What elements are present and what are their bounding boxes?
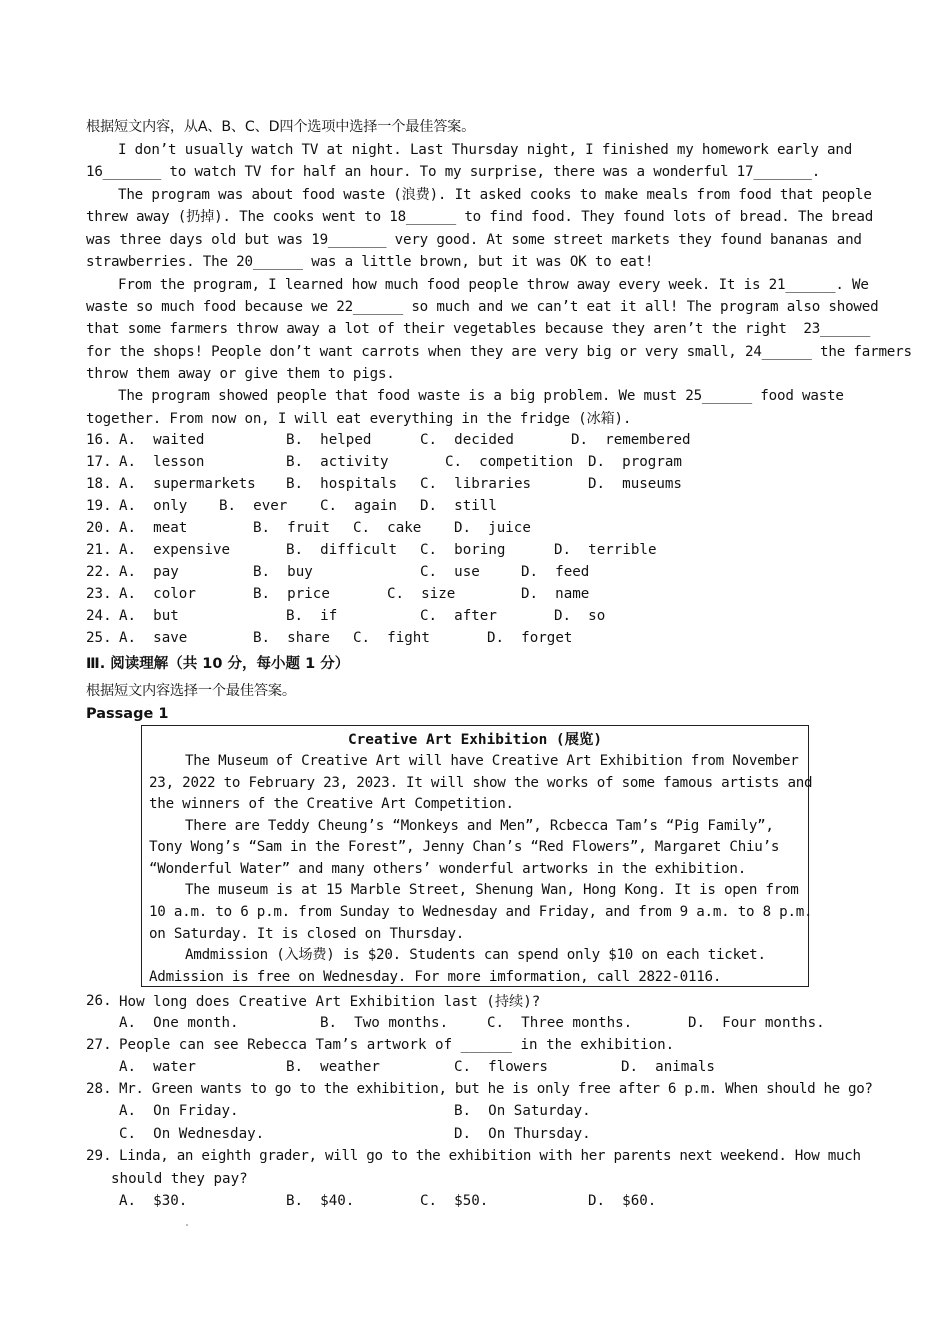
passage-label: Passage 1 (86, 706, 169, 722)
option-c[interactable]: C. again (320, 498, 397, 514)
option-b[interactable]: B. ever (219, 498, 288, 514)
question-number: 18. (86, 476, 112, 492)
cloze-line: together. From now on, I will eat everything in the fridge (冰箱). (86, 411, 632, 427)
option-c[interactable]: C. size (387, 586, 456, 602)
cloze-line: I don’t usually watch TV at night. Last Thursday night, I finished my homework early and (118, 142, 853, 158)
option-a[interactable]: A. $30. (119, 1193, 188, 1209)
option-b[interactable]: B. Two months. (320, 1015, 449, 1031)
notice-line: Admission is free on Wednesday. For more imformation, call 2822-0116. (149, 969, 722, 985)
notice-title: Creative Art Exhibition (展览) (347, 732, 603, 748)
notice-line: “Wonderful Water” and many others’ wonderful artworks in the exhibition. (149, 861, 746, 877)
option-b[interactable]: B. On Saturday. (454, 1103, 591, 1119)
option-c[interactable]: C. On Wednesday. (119, 1126, 265, 1142)
question-number: 25. (86, 630, 112, 646)
notice-line: the winners of the Creative Art Competition. (149, 796, 514, 812)
option-a[interactable]: A. water (119, 1059, 196, 1075)
option-d[interactable]: D. museums (588, 476, 682, 492)
question-number: 26. (86, 993, 112, 1009)
question-number: 20. (86, 520, 112, 536)
option-d[interactable]: D. name (521, 586, 590, 602)
question-text-continued: should they pay? (111, 1171, 248, 1187)
question-number: 22. (86, 564, 112, 580)
option-a[interactable]: A. only (119, 498, 188, 514)
option-d[interactable]: D. still (420, 498, 497, 514)
notice-line: 23, 2022 to February 23, 2023. It will show the works of some famous artists and (149, 775, 813, 791)
option-c[interactable]: C. decided (420, 432, 514, 448)
option-c[interactable]: C. $50. (420, 1193, 489, 1209)
option-d[interactable]: D. feed (521, 564, 590, 580)
option-b[interactable]: B. weather (286, 1059, 380, 1075)
question-number: 21. (86, 542, 112, 558)
question-number: 23. (86, 586, 112, 602)
cloze-line: The program showed people that food waste is a big problem. We must 25______ food waste (118, 388, 844, 404)
option-b[interactable]: B. $40. (286, 1193, 355, 1209)
section-heading: Ⅲ. 阅读理解（共 10 分，每小题 1 分） (86, 656, 350, 672)
cloze-line: that some farmers throw away a lot of their vegetables because they aren’t the right 23______ (86, 321, 871, 337)
option-a[interactable]: A. lesson (119, 454, 205, 470)
notice-line: There are Teddy Cheung’s “Monkeys and Men”, Rcbecca Tam’s “Pig Family”, (185, 818, 774, 834)
question-number: 16. (86, 432, 112, 448)
cloze-line: throw them away or give them to pigs. (86, 366, 395, 382)
stray-mark (186, 1224, 188, 1226)
option-a[interactable]: A. meat (119, 520, 188, 536)
option-d[interactable]: D. remembered (571, 432, 691, 448)
question-number: 28. (86, 1081, 112, 1097)
cloze-line: 16_______ to watch TV for half an hour. To my surprise, there was a wonderful 17_______. (86, 164, 821, 180)
option-a[interactable]: A. waited (119, 432, 205, 448)
option-d[interactable]: D. terrible (554, 542, 657, 558)
option-c[interactable]: C. competition (445, 454, 574, 470)
notice-line: Amdmission (入场费) is $20. Students can spend only $10 on each ticket. (185, 947, 766, 963)
option-a[interactable]: A. save (119, 630, 188, 646)
notice-line: The Museum of Creative Art will have Creative Art Exhibition from November (185, 753, 799, 769)
question-number: 27. (86, 1037, 112, 1053)
cloze-line: The program was about food waste (浪费). It asked cooks to make meals from food that people (118, 187, 872, 203)
option-c[interactable]: C. fight (353, 630, 430, 646)
option-a[interactable]: A. expensive (119, 542, 231, 558)
question-number: 19. (86, 498, 112, 514)
option-a[interactable]: A. but (119, 608, 179, 624)
cloze-line: threw away (扔掉). The cooks went to 18______ to find food. They found lots of bread. The bread (86, 209, 874, 225)
question-text: People can see Rebecca Tam’s artwork of ______ in the exhibition. (119, 1037, 675, 1053)
question-number: 17. (86, 454, 112, 470)
question-number: 29. (86, 1148, 112, 1164)
cloze-instruction: 根据短文内容，从A、B、C、D四个选项中选择一个最佳答案。 (86, 119, 476, 135)
option-a[interactable]: A. color (119, 586, 196, 602)
option-b[interactable]: B. difficult (286, 542, 398, 558)
option-a[interactable]: A. On Friday. (119, 1103, 239, 1119)
question-text: Mr. Green wants to go to the exhibition, but he is only free after 6 p.m. When should he go? (119, 1081, 873, 1097)
cloze-line: strawberries. The 20______ was a little brown, but it was OK to eat! (86, 254, 654, 270)
option-d[interactable]: D. $60. (588, 1193, 657, 1209)
option-d[interactable]: D. juice (454, 520, 531, 536)
option-d[interactable]: D. On Thursday. (454, 1126, 591, 1142)
notice-line: 10 a.m. to 6 p.m. from Sunday to Wednesday and Friday, and from 9 a.m. to 8 p.m. (149, 904, 813, 920)
option-d[interactable]: D. forget (487, 630, 573, 646)
notice-line: on Saturday. It is closed on Thursday. (149, 926, 465, 942)
cloze-line: waste so much food because we 22______ so much and we can’t eat it all! The program also showed (86, 299, 879, 315)
option-d[interactable]: D. so (554, 608, 606, 624)
notice-line: The museum is at 15 Marble Street, Shenung Wan, Hong Kong. It is open from (185, 882, 799, 898)
option-c[interactable]: C. Three months. (487, 1015, 633, 1031)
question-text: Linda, an eighth grader, will go to the exhibition with her parents next weekend. How much (119, 1148, 861, 1164)
option-d[interactable]: D. animals (621, 1059, 715, 1075)
notice-line: Tony Wong’s “Sam in the Forest”, Jenny Chan’s “Red Flowers”, Margaret Chiu’s (149, 839, 780, 855)
section-instruction: 根据短文内容选择一个最佳答案。 (86, 683, 296, 699)
option-c[interactable]: C. boring (420, 542, 506, 558)
option-b[interactable]: B. fruit (253, 520, 330, 536)
option-b[interactable]: B. if (286, 608, 338, 624)
question-text: How long does Creative Art Exhibition last (持续)? (119, 994, 541, 1010)
option-a[interactable]: A. supermarkets (119, 476, 256, 492)
option-b[interactable]: B. buy (253, 564, 313, 580)
cloze-line: was three days old but was 19_______ very good. At some street markets they found bananas and (86, 232, 862, 248)
option-d[interactable]: D. Four months. (688, 1015, 825, 1031)
option-c[interactable]: C. after (420, 608, 497, 624)
option-a[interactable]: A. pay (119, 564, 179, 580)
option-b[interactable]: B. helped (286, 432, 372, 448)
cloze-line: From the program, I learned how much food people throw away every week. It is 21______. We (118, 277, 869, 293)
option-d[interactable]: D. program (588, 454, 682, 470)
option-b[interactable]: B. activity (286, 454, 389, 470)
option-b[interactable]: B. price (253, 586, 330, 602)
question-number: 24. (86, 608, 112, 624)
option-b[interactable]: B. hospitals (286, 476, 398, 492)
option-a[interactable]: A. One month. (119, 1015, 239, 1031)
option-b[interactable]: B. share (253, 630, 330, 646)
cloze-line: for the shops! People don’t want carrots when they are very big or very small, 24______ the farmers (86, 344, 912, 360)
option-c[interactable]: C. use (420, 564, 480, 580)
option-c[interactable]: C. libraries (420, 476, 532, 492)
option-c[interactable]: C. cake (353, 520, 422, 536)
option-c[interactable]: C. flowers (454, 1059, 548, 1075)
